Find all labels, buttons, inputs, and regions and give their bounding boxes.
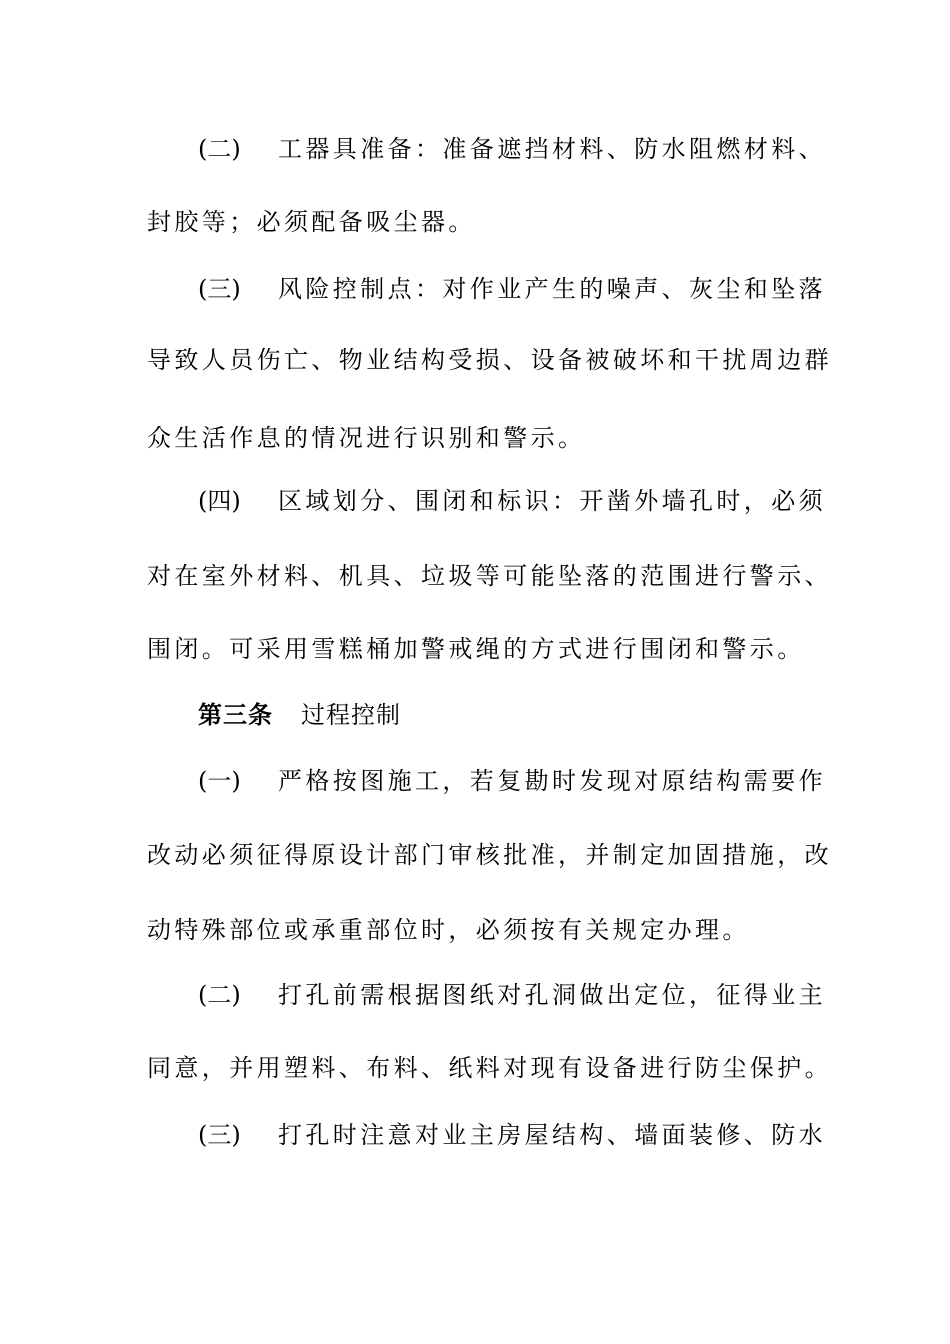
paragraph-line: 同意，并用塑料、布料、纸料对现有设备进行防尘保护。 bbox=[147, 1054, 832, 1082]
item-number: (四) bbox=[198, 487, 241, 515]
paragraph-line: 改动必须征得原设计部门审核批准，并制定加固措施，改 bbox=[147, 841, 832, 869]
paragraph-text: 严格按图施工，若复勘时发现对原结构需要作 bbox=[278, 767, 826, 795]
paragraph-text: 风险控制点：对作业产生的噪声、灰尘和坠落 bbox=[278, 275, 826, 303]
item-number: (一) bbox=[198, 767, 241, 795]
item-number: (二) bbox=[198, 135, 241, 163]
item-number: (三) bbox=[198, 275, 241, 303]
item-number: (二) bbox=[198, 981, 241, 1009]
article-title: 过程控制 bbox=[301, 701, 401, 729]
paragraph-text: 工器具准备：准备遮挡材料、防水阻燃材料、 bbox=[278, 135, 826, 163]
paragraph-line: 导致人员伤亡、物业结构受损、设备被破坏和干扰周边群 bbox=[147, 346, 832, 374]
paragraph-line: 围闭。可采用雪糕桶加警戒绳的方式进行围闭和警示。 bbox=[147, 635, 805, 663]
paragraph-first-line bbox=[198, 980, 826, 1010]
paragraph-first-line bbox=[198, 274, 826, 304]
paragraph-line: 封胶等；必须配备吸尘器。 bbox=[147, 208, 476, 236]
paragraph-first-line bbox=[198, 486, 826, 516]
paragraph-line: 对在室外材料、机具、垃圾等可能坠落的范围进行警示、 bbox=[147, 562, 832, 590]
paragraph-text: 区域划分、围闭和标识：开凿外墙孔时，必须 bbox=[278, 487, 826, 515]
paragraph-text: 打孔时注意对业主房屋结构、墙面装修、防水 bbox=[278, 1121, 826, 1149]
paragraph-text: 打孔前需根据图纸对孔洞做出定位，征得业主 bbox=[278, 981, 826, 1009]
article-heading bbox=[198, 700, 806, 730]
paragraph-first-line bbox=[198, 134, 826, 164]
paragraph-line: 众生活作息的情况进行识别和警示。 bbox=[147, 424, 586, 452]
paragraph-first-line bbox=[198, 766, 826, 796]
item-number: (三) bbox=[198, 1121, 241, 1149]
paragraph-line: 动特殊部位或承重部位时，必须按有关规定办理。 bbox=[147, 916, 750, 944]
paragraph-first-line bbox=[198, 1120, 826, 1150]
article-label: 第三条 bbox=[198, 700, 273, 729]
